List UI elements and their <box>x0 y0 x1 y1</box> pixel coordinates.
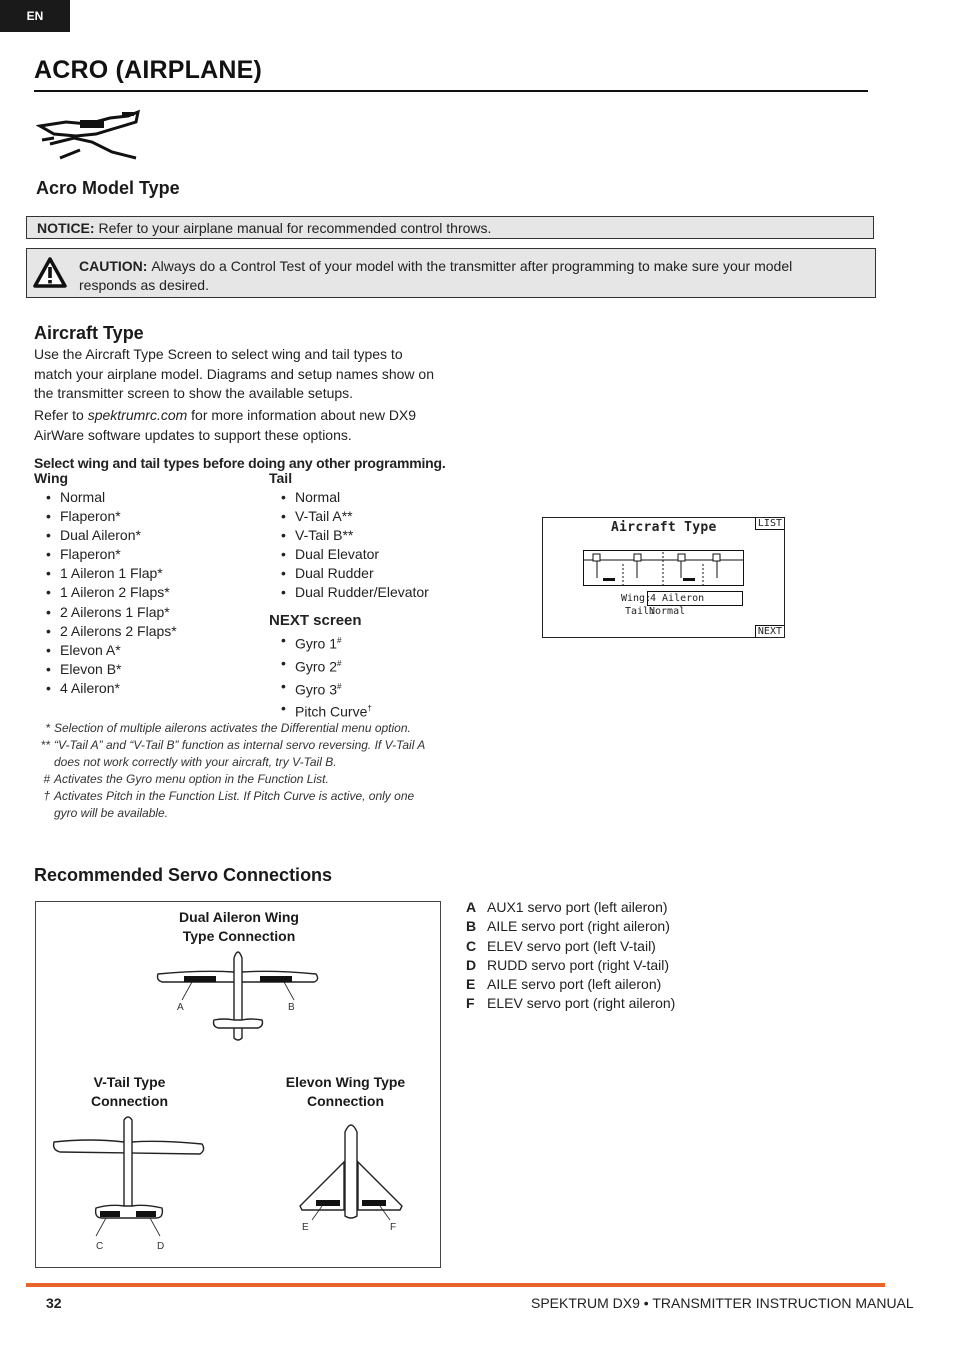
para2-prefix: Refer to <box>34 407 88 423</box>
programming-instruction: Select wing and tail types before doing any other programming. <box>34 455 446 471</box>
next-screen-heading: NEXT screen <box>269 612 362 629</box>
aircraft-type-heading: Aircraft Type <box>34 323 144 343</box>
screen-title: Aircraft Type <box>611 520 717 535</box>
label-a: A <box>177 1002 184 1013</box>
list-item: • V-Tail A** <box>269 507 489 526</box>
caution-label: CAUTION: <box>79 258 148 274</box>
aircraft-type-para1: Use the Aircraft Type Screen to select wing and tail types to match your airplane model. Diagrams and setup names show on the transmitter screen to show the available setups. <box>34 346 434 401</box>
title-rule <box>34 90 868 92</box>
list-item: • 4 Aileron* <box>34 679 254 698</box>
wing-heading: Wing <box>34 470 69 486</box>
list-item: • Normal <box>269 488 489 507</box>
spektrum-link[interactable]: spektrumrc.com <box>87 407 188 423</box>
notice-box <box>26 216 874 239</box>
list-item: • 1 Aileron 2 Flaps* <box>34 583 254 602</box>
list-item: • Gyro 1# <box>269 631 469 654</box>
notice-label: NOTICE: <box>37 219 95 236</box>
servo-legend <box>466 898 675 1014</box>
page-number: 32 <box>46 1295 62 1311</box>
list-item: • Gyro 3# <box>269 677 469 700</box>
next-button[interactable]: NEXT <box>755 625 784 637</box>
label-f: F <box>390 1222 397 1233</box>
list-item: • Dual Elevator <box>269 545 489 564</box>
list-item: • Pitch Curve† <box>269 699 469 722</box>
list-item: • Elevon B* <box>34 660 254 679</box>
list-item: • Gyro 2# <box>269 654 469 677</box>
wing-select[interactable]: 4 Aileron <box>647 591 743 606</box>
label-c: C <box>96 1241 104 1252</box>
list-item: • 2 Ailerons 1 Flap* <box>34 603 254 622</box>
caution-text-block <box>79 257 849 295</box>
wing-list <box>34 488 254 698</box>
footnote: * Selection of multiple ailerons activates the Differential menu option. <box>45 721 411 735</box>
legend-row: D RUDD servo port (right V-tail) <box>466 956 670 973</box>
tail-list <box>269 488 489 603</box>
label-b: B <box>288 1002 295 1013</box>
language-tab: EN <box>0 0 70 32</box>
list-item: • Dual Aileron* <box>34 526 254 545</box>
tail-field-label: Tail: <box>625 606 656 617</box>
list-item: • Dual Rudder <box>269 564 489 583</box>
servo-diagram-box <box>35 901 441 1268</box>
model-type-label: Acro Model Type <box>36 178 180 198</box>
page-title: ACRO (AIRPLANE) <box>34 56 262 84</box>
tail-heading: Tail <box>269 470 293 486</box>
footnote: # Activates the Gyro menu option in the Function List. <box>43 772 329 786</box>
footnotes <box>34 720 434 822</box>
footnote: † Activates Pitch in the Function List. If Pitch Curve is active, only one gyro will be available. <box>43 789 415 820</box>
list-item: • 2 Ailerons 2 Flaps* <box>34 622 254 641</box>
servo-heading: Recommended Servo Connections <box>34 865 333 885</box>
notice-text: Refer to your airplane manual for recommended control throws. <box>98 219 492 236</box>
list-item: • V-Tail B** <box>269 526 489 545</box>
vtail-title: V-Tail Type Connection <box>91 1074 168 1109</box>
elevon-wing-diagram <box>296 1122 406 1222</box>
list-item: • 1 Aileron 1 Flap* <box>34 564 254 583</box>
aircraft-type-para2 <box>34 406 434 445</box>
caution-box <box>26 248 876 298</box>
list-item: • Normal <box>34 488 254 507</box>
list-item: • Elevon A* <box>34 641 254 660</box>
footnote: ** “V-Tail A” and “V-Tail B” function as internal servo reversing. If V-Tail A does not work correctly with your aircraft, try V-Tail B. <box>40 738 425 769</box>
wing-field-label: Wing: <box>621 593 652 604</box>
caution-text: Always do a Control Test of your model with the transmitter after programming to make sure your model responds as desired. <box>79 258 793 293</box>
aircraft-type-diagram <box>583 550 744 586</box>
legend-row: A AUX1 servo port (left aileron) <box>466 899 668 915</box>
transmitter-screen <box>542 517 785 638</box>
list-item: • Flaperon* <box>34 545 254 564</box>
dual-aileron-title: Dual Aileron Wing Type Connection <box>179 909 299 944</box>
list-item: • Dual Rudder/Elevator <box>269 583 489 602</box>
legend-row: B AILE servo port (right aileron) <box>466 918 670 935</box>
tail-select[interactable]: Normal <box>649 606 686 617</box>
vtail-airplane-diagram <box>50 1114 210 1244</box>
elevon-title: Elevon Wing Type Connection <box>285 1074 406 1109</box>
para2-suffix: for more information about new DX9 AirWare software updates to support these options. <box>34 407 417 443</box>
footer-rule <box>26 1283 885 1287</box>
legend-row: E AILE servo port (left aileron) <box>466 976 662 993</box>
label-e: E <box>302 1222 309 1233</box>
legend-row: F ELEV servo port (right aileron) <box>466 995 676 1012</box>
next-screen-list <box>269 631 469 722</box>
list-item: • Flaperon* <box>34 507 254 526</box>
list-button[interactable]: LIST <box>755 518 784 530</box>
manual-title: SPEKTRUM DX9 • TRANSMITTER INSTRUCTION MANUAL <box>531 1295 914 1311</box>
warning-icon <box>33 257 67 289</box>
airplane-model-icon <box>36 108 142 166</box>
legend-row: C ELEV servo port (left V-tail) <box>466 937 656 954</box>
label-d: D <box>157 1241 165 1252</box>
dual-aileron-airplane-diagram <box>154 950 322 1044</box>
